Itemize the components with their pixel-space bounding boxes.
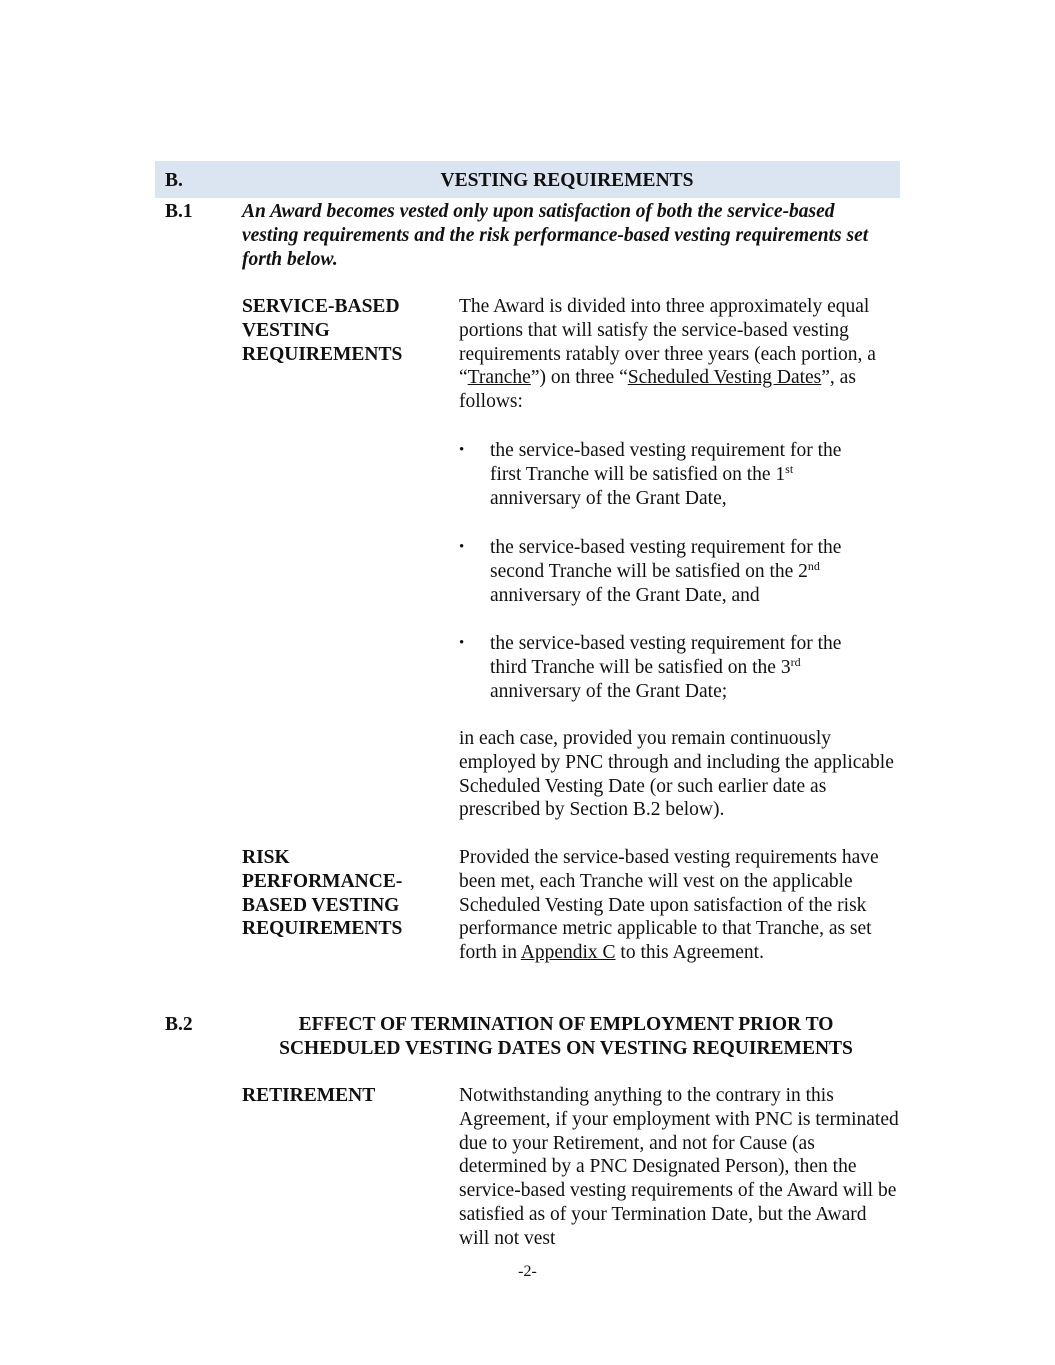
- service-para-text: The Award is divided into three approximately equal portions that will satisfy the service-based vesting requirements ratably over three years (each portion, a “: [459, 296, 876, 389]
- service-based-paragraph: [459, 295, 899, 414]
- bullet-icon: •: [459, 442, 465, 458]
- bullet-line: [490, 656, 900, 680]
- b1-intro: An Award becomes vested only upon satisfaction of both the service-based vesting requirements and the risk performance-based vesting requirements set forth below.: [242, 201, 869, 270]
- section-title: VESTING REQUIREMENTS: [440, 170, 694, 191]
- service-label-line: SERVICE-BASED: [242, 296, 400, 317]
- list-item: [490, 536, 900, 607]
- tranche-term: Tranche: [467, 367, 531, 389]
- bullet-line: [490, 560, 900, 584]
- risk-performance-paragraph: [459, 846, 899, 965]
- bullet-icon: •: [459, 539, 465, 555]
- ordinal-suffix: rd: [790, 654, 801, 669]
- service-closing-paragraph: in each case, provided you remain continuously employed by PNC through and including the applicable Scheduled Vesting Date (or such earlier date as prescribed by Section B.2 below).: [459, 728, 894, 821]
- bullet-line: anniversary of the Grant Date;: [490, 680, 728, 702]
- risk-para-text: Provided the service-based vesting requirements have been met, each Tranche will vest on the applicable Scheduled Vesting Date upon satisfaction of the risk performance metric applicable to that Tranche, as set forth in: [459, 847, 879, 964]
- bullet-line-text: first Tranche will be satisfied on the 1: [490, 463, 786, 485]
- bullet-line-text: third Tranche will be satisfied on the 3: [490, 656, 791, 678]
- appendix-c-link[interactable]: Appendix C: [520, 942, 616, 964]
- bullet-line: anniversary of the Grant Date, and: [490, 584, 760, 606]
- service-para-text: ”, as follows:: [459, 367, 856, 413]
- bullet-line: the service-based vesting requirement for the: [490, 537, 842, 558]
- b1-number: B.1: [165, 201, 193, 222]
- service-based-label: [242, 295, 442, 366]
- scheduled-vesting-dates-term: Scheduled Vesting Dates: [627, 367, 822, 389]
- b2-title: [255, 1013, 877, 1061]
- b2-title-line: SCHEDULED VESTING DATES ON VESTING REQUIREMENTS: [279, 1037, 853, 1059]
- ordinal-suffix: st: [785, 461, 794, 476]
- service-label-line: REQUIREMENTS: [242, 343, 403, 365]
- risk-label-line: RISK: [242, 847, 290, 868]
- service-para-text: ”) on three “: [530, 367, 628, 389]
- bullet-line: the service-based vesting requirement for the: [490, 440, 842, 461]
- section-number: B.: [165, 170, 183, 191]
- list-item: [490, 632, 900, 703]
- retirement-label: RETIREMENT: [242, 1085, 376, 1106]
- risk-para-text: to this Agreement.: [615, 942, 764, 964]
- bullet-line: anniversary of the Grant Date,: [490, 487, 727, 509]
- ordinal-suffix: nd: [807, 558, 820, 573]
- b2-number: B.2: [165, 1014, 193, 1035]
- bullet-line: [490, 463, 900, 487]
- risk-label-line: PERFORMANCE-: [242, 870, 403, 892]
- bullet-line: the service-based vesting requirement for the: [490, 633, 842, 654]
- page-number: -2-: [518, 1263, 537, 1280]
- bullet-line-text: second Tranche will be satisfied on the 2: [490, 560, 808, 582]
- risk-performance-label: [242, 846, 442, 941]
- bullet-icon: •: [459, 635, 465, 651]
- risk-label-line: REQUIREMENTS: [242, 918, 403, 940]
- service-label-line: VESTING: [242, 319, 330, 341]
- b2-title-line: EFFECT OF TERMINATION OF EMPLOYMENT PRIOR TO: [298, 1014, 834, 1035]
- list-item: [490, 439, 900, 510]
- risk-label-line: BASED VESTING: [242, 894, 400, 916]
- retirement-paragraph: Notwithstanding anything to the contrary in this Agreement, if your employment with PNC is terminated due to your Retirement, and not for Cause (as determined by a PNC Designated Person), then the service-based vesting requirements of the Award will be satisfied as of your Termination Date, but the Award will not vest: [459, 1085, 899, 1249]
